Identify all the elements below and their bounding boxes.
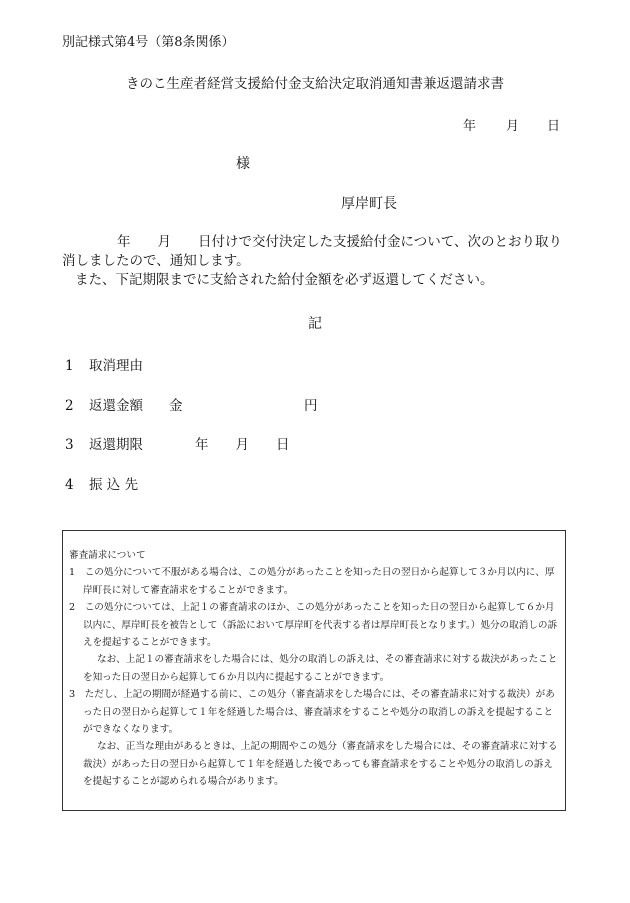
date-month: 月 xyxy=(506,119,520,134)
item-transfer-destination xyxy=(65,473,138,493)
item-label: 振 込 先 xyxy=(89,477,139,493)
body-paragraph-1: 年 月 日付けで交付決定した支援給付金について、次のとおり取り消しましたので、通知します。 xyxy=(62,234,562,269)
item-number: 1 xyxy=(65,358,74,374)
issue-date xyxy=(463,115,560,134)
item-label: 返還期限 xyxy=(89,437,143,453)
item-value: 金 円 xyxy=(169,398,318,414)
document-title: きのこ生産者経営支援給付金支給決定取消通知書兼返還請求書 xyxy=(126,76,504,92)
appeal-notice-box xyxy=(62,530,566,811)
date-year: 年 xyxy=(463,119,477,134)
body-paragraph-2: また、下記期限までに支給された給付金額を必ず返還してください。 xyxy=(75,272,494,288)
item-label: 取消理由 xyxy=(89,358,143,374)
issuer-name: 厚岸町長 xyxy=(341,196,397,212)
notice-body xyxy=(62,233,567,290)
item-label: 返還金額 xyxy=(89,398,143,414)
notice-paragraph-3b: なお、正当な理由があるときは、上記の期間やこの処分（審査請求をした場合には、その審査請求に対する裁決）があった日の翌日から起算して１年を経過した後であっても審査請求をすることや処分の取消しの訴えを提起することが認められる場合があります。 xyxy=(83,741,558,788)
item-cancel-reason xyxy=(65,354,143,374)
notice-heading: 審査請求について xyxy=(69,550,146,561)
notice-paragraph-2b: なお、上記１の審査請求をした場合には、処分の取消しの訴えは、その審査請求に対する裁決があったことを知った日の翌日から起算して６か月以内に提起することができます。 xyxy=(83,654,558,683)
item-number: 4 xyxy=(65,477,74,493)
item-number: 2 xyxy=(65,398,74,414)
date-day: 日 xyxy=(547,119,561,134)
form-number: 別記様式第4号（第8条関係） xyxy=(62,35,235,50)
item-value: 年 月 日 xyxy=(195,437,290,453)
notice-paragraph-3: 3 ただし、上記の期間が経過する前に、この処分（審査請求をした場合には、その審査請求に対する裁決）があった日の翌日から起算して１年を経過した場合は、審査請求をすることや処分の取消しの訴えを提起することができなくなります。 xyxy=(69,689,555,736)
ki-heading: 記 xyxy=(308,316,322,332)
notice-paragraph-1: 1 この処分について不服がある場合は、この処分があったことを知った日の翌日から起算して３か月以内に、厚岸町長に対して審査請求をすることができます。 xyxy=(69,567,555,596)
recipient-line: 様 xyxy=(236,156,250,172)
item-refund-deadline xyxy=(65,433,290,453)
item-number: 3 xyxy=(65,437,74,453)
notice-paragraph-2: 2 この処分については、上記１の審査請求のほか、この処分があったことを知った日の翌日から起算して６か月以内に、厚岸町長を被告として（訴訟において厚岸町を代表する者は厚岸町長となります。）処分の取消しの訴えを提起することができます。 xyxy=(69,602,558,649)
item-refund-amount xyxy=(65,394,318,414)
